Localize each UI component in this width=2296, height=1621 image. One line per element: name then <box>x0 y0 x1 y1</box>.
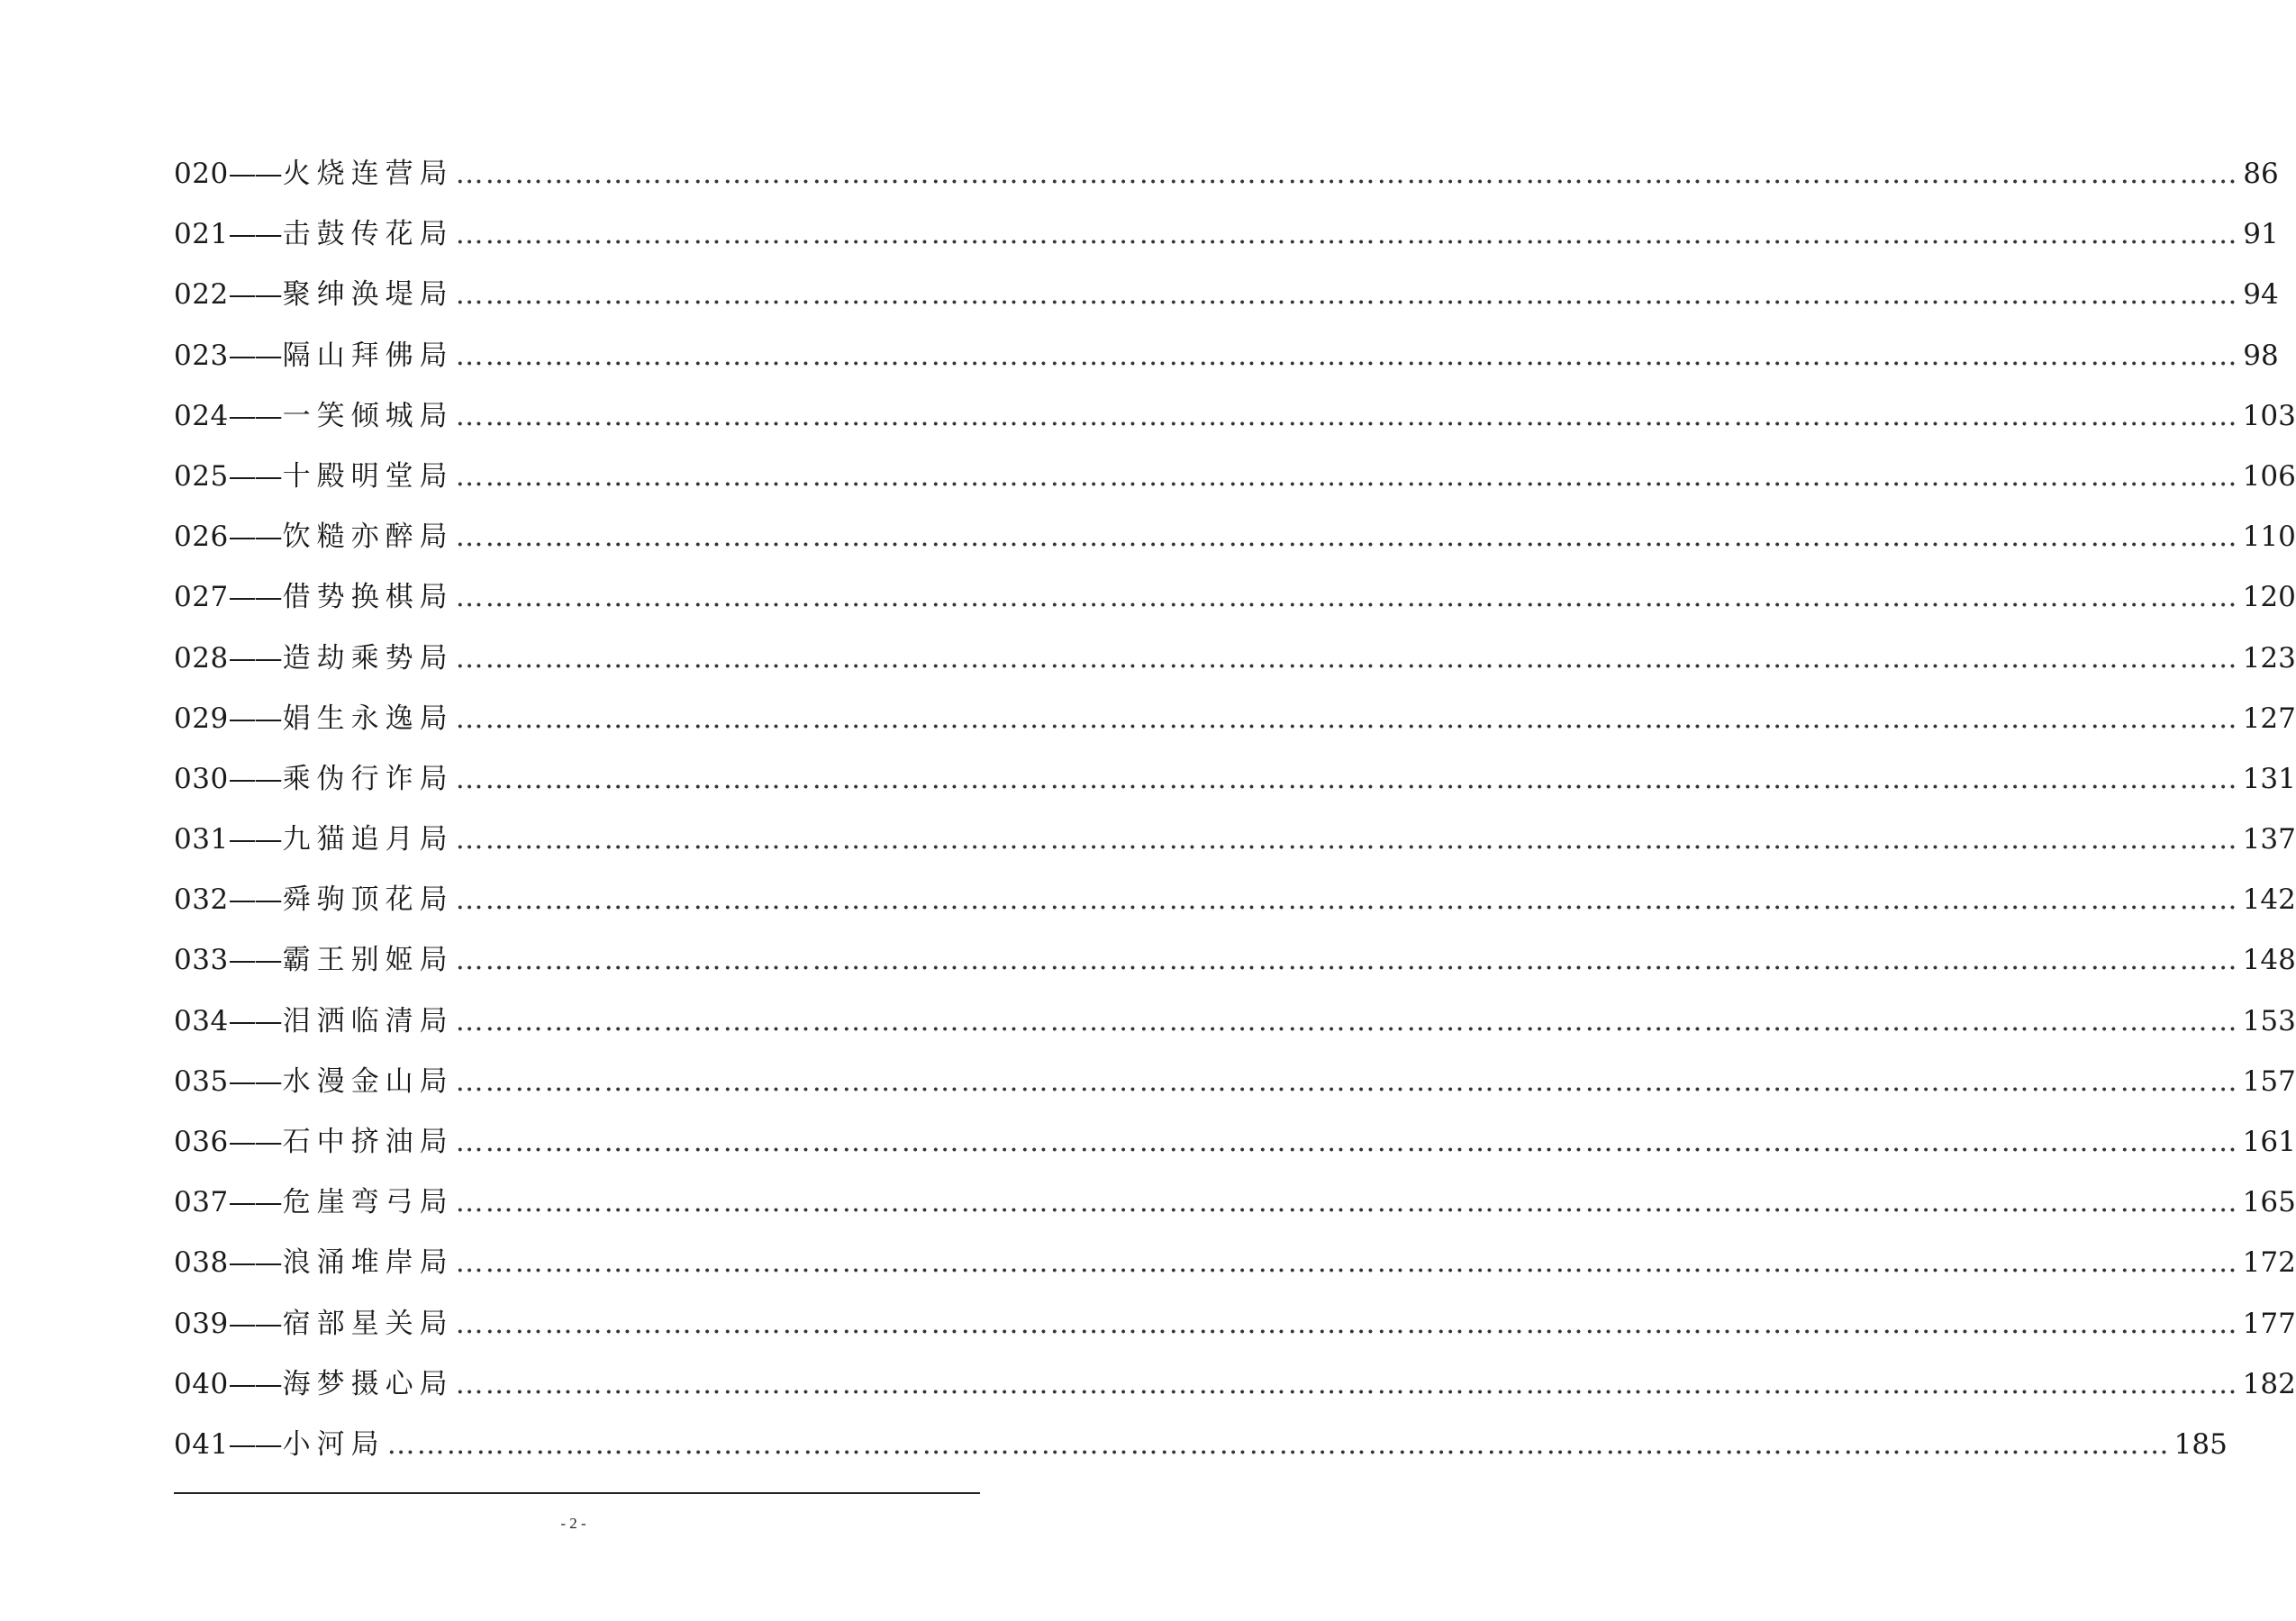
toc-entry[interactable] <box>174 1354 2296 1415</box>
toc-entry-page-number: 120 <box>2242 581 2296 614</box>
toc-entry[interactable] <box>174 870 2296 930</box>
toc-entry-title: 舜驹顶花局 <box>282 883 454 917</box>
toc-entry-dash: —— <box>228 944 281 977</box>
toc-entry-dash: —— <box>228 218 281 251</box>
toc-dot-leader: ……………………………………………………………………………………………………………………………………………………………… <box>455 521 2239 554</box>
toc-entry-number: 041 <box>174 1427 229 1461</box>
toc-entry-number: 035 <box>174 1064 229 1098</box>
toc-entry-dash: —— <box>228 641 281 675</box>
toc-entry-dash: —— <box>228 459 281 493</box>
toc-dot-leader: ……………………………………………………………………………………………………………………………………………………………… <box>455 218 2239 251</box>
toc-entry-title: 聚绅涣堤局 <box>282 278 454 312</box>
toc-dot-leader: ……………………………………………………………………………………………………………………………………………………………… <box>386 1427 2171 1461</box>
toc-entry-title: 泪洒临清局 <box>282 1004 454 1037</box>
toc-dot-leader: ……………………………………………………………………………………………………………………………………………………………… <box>455 1246 2239 1280</box>
toc-entry-title: 水漫金山局 <box>282 1064 454 1098</box>
toc-entry-number: 037 <box>174 1186 229 1219</box>
toc-entry[interactable] <box>174 204 2279 265</box>
toc-entry-dash: —— <box>228 702 281 735</box>
toc-entry[interactable] <box>174 1415 2228 1475</box>
toc-entry[interactable] <box>174 447 2296 507</box>
toc-entry-number: 032 <box>174 883 229 917</box>
toc-entry-title: 隔山拜佛局 <box>282 339 454 372</box>
toc-entry-number: 040 <box>174 1367 229 1400</box>
toc-entry[interactable] <box>174 810 2296 870</box>
toc-entry-dash: —— <box>228 883 281 917</box>
toc-entry-page-number: 106 <box>2242 459 2296 493</box>
toc-entry-page-number: 91 <box>2243 218 2279 251</box>
toc-entry-dash: —— <box>228 1064 281 1098</box>
toc-entry-page-number: 131 <box>2242 762 2296 795</box>
toc-entry[interactable] <box>174 1052 2296 1112</box>
toc-entry-number: 023 <box>174 339 229 372</box>
toc-entry-page-number: 153 <box>2242 1004 2296 1037</box>
toc-entry[interactable] <box>174 507 2296 567</box>
toc-dot-leader: ……………………………………………………………………………………………………………………………………………………………… <box>455 1367 2239 1400</box>
toc-entry-page-number: 148 <box>2242 944 2296 977</box>
toc-entry-dash: —— <box>228 581 281 614</box>
toc-entry-page-number: 98 <box>2243 339 2279 372</box>
toc-entry-title: 宿部星关局 <box>282 1307 454 1340</box>
toc-entry[interactable] <box>174 144 2279 204</box>
page-number: - 2 - <box>560 1515 586 1532</box>
toc-entry[interactable] <box>174 1173 2296 1233</box>
toc-entry-number: 028 <box>174 641 229 675</box>
toc-entry-title: 饮糙亦醉局 <box>282 521 454 554</box>
toc-entry-page-number: 123 <box>2242 641 2296 675</box>
toc-entry-number: 030 <box>174 762 229 795</box>
toc-entry-dash: —— <box>228 158 281 190</box>
toc-entry-number: 038 <box>174 1246 229 1280</box>
toc-dot-leader: ……………………………………………………………………………………………………………………………………………………………… <box>455 1186 2239 1219</box>
toc-entry[interactable] <box>174 326 2279 386</box>
toc-entry-page-number: 157 <box>2242 1064 2296 1098</box>
toc-entry-title: 九猫追月局 <box>282 823 454 856</box>
toc-dot-leader: ……………………………………………………………………………………………………………………………………………………………… <box>455 158 2239 190</box>
toc-entry-page-number: 94 <box>2243 278 2279 312</box>
toc-entry[interactable] <box>174 629 2296 689</box>
toc-entry-page-number: 182 <box>2242 1367 2296 1400</box>
toc-entry-page-number: 161 <box>2242 1126 2296 1158</box>
toc-entry-number: 021 <box>174 218 229 251</box>
toc-entry-dash: —— <box>228 823 281 856</box>
toc-entry-title: 危崖弯弓局 <box>282 1186 454 1219</box>
toc-entry[interactable] <box>174 992 2296 1052</box>
toc-dot-leader: ……………………………………………………………………………………………………………………………………………………………… <box>455 459 2239 493</box>
toc-entry-page-number: 177 <box>2242 1307 2296 1340</box>
toc-entry-title: 娟生永逸局 <box>282 702 454 735</box>
toc-entry-title: 十殿明堂局 <box>282 459 454 493</box>
toc-dot-leader: ……………………………………………………………………………………………………………………………………………………………… <box>455 944 2239 977</box>
toc-dot-leader: ……………………………………………………………………………………………………………………………………………………………… <box>455 581 2239 614</box>
toc-entry-number: 036 <box>174 1126 229 1158</box>
toc-entry-dash: —— <box>228 762 281 795</box>
footer-divider <box>174 1492 980 1494</box>
toc-entry-title: 借势换棋局 <box>282 581 454 614</box>
toc-entry-title: 海梦摄心局 <box>282 1367 454 1400</box>
toc-entry-dash: —— <box>228 1004 281 1037</box>
toc-entry-number: 022 <box>174 278 229 312</box>
toc-entry-page-number: 137 <box>2242 823 2296 856</box>
toc-entry-number: 031 <box>174 823 229 856</box>
toc-entry-page-number: 86 <box>2243 158 2279 190</box>
toc-entry-dash: —— <box>228 1307 281 1340</box>
toc-entry[interactable] <box>174 386 2296 447</box>
toc-entry-title: 小河局 <box>282 1427 386 1461</box>
toc-entry-title: 乘伪行诈局 <box>282 762 454 795</box>
toc-entry-number: 024 <box>174 399 229 432</box>
toc-entry-page-number: 103 <box>2242 399 2296 432</box>
toc-entry-number: 033 <box>174 944 229 977</box>
toc-entry-number: 039 <box>174 1307 229 1340</box>
toc-entry-number: 027 <box>174 581 229 614</box>
toc-dot-leader: ……………………………………………………………………………………………………………………………………………………………… <box>455 762 2239 795</box>
toc-entry-dash: —— <box>228 1246 281 1280</box>
toc-entry-dash: —— <box>228 278 281 312</box>
toc-entry-dash: —— <box>228 521 281 554</box>
toc-entry-page-number: 142 <box>2242 883 2296 917</box>
toc-entry-page-number: 110 <box>2242 521 2296 554</box>
toc-entry[interactable] <box>174 1112 2296 1173</box>
toc-entry-title: 石中挤油局 <box>282 1126 454 1158</box>
toc-entry-title: 造劫乘势局 <box>282 641 454 675</box>
toc-entry-number: 026 <box>174 521 229 554</box>
toc-dot-leader: ……………………………………………………………………………………………………………………………………………………………… <box>455 702 2239 735</box>
toc-entry-title: 击鼓传花局 <box>282 218 454 251</box>
toc-entry-dash: —— <box>228 1186 281 1219</box>
toc-entry[interactable] <box>174 1294 2296 1354</box>
toc-dot-leader: ……………………………………………………………………………………………………………………………………………………………… <box>455 1307 2239 1340</box>
toc-entry-number: 029 <box>174 702 229 735</box>
toc-entry[interactable] <box>174 567 2296 628</box>
toc-entry[interactable] <box>174 1233 2296 1293</box>
toc-entry-dash: —— <box>228 1427 281 1461</box>
toc-dot-leader: ……………………………………………………………………………………………………………………………………………………………… <box>455 641 2239 675</box>
toc-entry-number: 025 <box>174 459 229 493</box>
toc-entry-title: 一笑倾城局 <box>282 399 454 432</box>
toc-entry-dash: —— <box>228 399 281 432</box>
toc-entry-dash: —— <box>228 1126 281 1158</box>
toc-entry-page-number: 165 <box>2242 1186 2296 1219</box>
toc-entry[interactable] <box>174 265 2279 325</box>
toc-dot-leader: ……………………………………………………………………………………………………………………………………………………………… <box>455 278 2239 312</box>
toc-entry[interactable] <box>174 689 2296 749</box>
toc-entry-title: 霸王别姬局 <box>282 944 454 977</box>
toc-dot-leader: ……………………………………………………………………………………………………………………………………………………………… <box>455 823 2239 856</box>
table-of-contents <box>174 144 2296 1475</box>
toc-entry-number: 020 <box>174 158 229 190</box>
toc-entry-dash: —— <box>228 339 281 372</box>
toc-entry-page-number: 127 <box>2242 702 2296 735</box>
toc-entry-dash: —— <box>228 1367 281 1400</box>
toc-entry[interactable] <box>174 749 2296 810</box>
toc-dot-leader: ……………………………………………………………………………………………………………………………………………………………… <box>455 1126 2239 1158</box>
toc-dot-leader: ……………………………………………………………………………………………………………………………………………………………… <box>455 1004 2239 1037</box>
toc-entry[interactable] <box>174 930 2296 991</box>
toc-dot-leader: ……………………………………………………………………………………………………………………………………………………………… <box>455 339 2239 372</box>
toc-entry-page-number: 185 <box>2173 1427 2228 1461</box>
toc-entry-title: 浪涌堆岸局 <box>282 1246 454 1280</box>
toc-entry-number: 034 <box>174 1004 229 1037</box>
toc-entry-title: 火烧连营局 <box>282 158 454 190</box>
toc-dot-leader: ……………………………………………………………………………………………………………………………………………………………… <box>455 1064 2239 1098</box>
toc-dot-leader: ……………………………………………………………………………………………………………………………………………………………… <box>455 399 2239 432</box>
toc-entry-page-number: 172 <box>2242 1246 2296 1280</box>
toc-dot-leader: ……………………………………………………………………………………………………………………………………………………………… <box>455 883 2239 917</box>
